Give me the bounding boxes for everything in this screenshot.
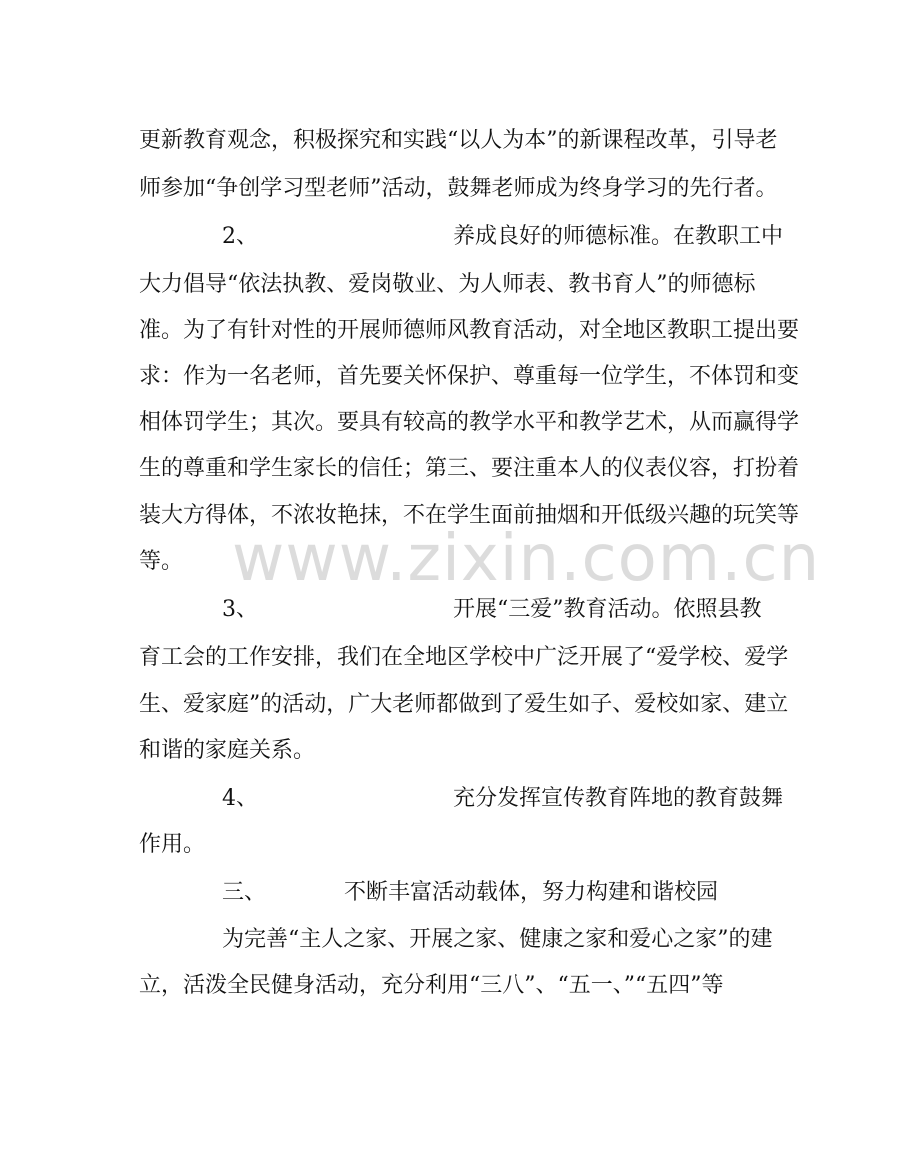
paragraph-line: 准。为了有针对性的开展师德师风教育活动，对全地区教职工提出要 <box>139 318 800 343</box>
item-number: 4、 <box>222 786 258 811</box>
section-title: 不断丰富活动载体，努力构建和谐校园 <box>344 880 719 905</box>
paragraph-line: 作用。 <box>139 832 206 857</box>
paragraph-line: 和谐的家庭关系。 <box>139 738 316 763</box>
item-heading: 养成良好的师德标准。在教职工中 <box>453 224 784 249</box>
paragraph-line: 更新教育观念，积极探究和实践“以人为本”的新课程改革，引导老 <box>139 128 778 153</box>
item-heading: 开展“三爱”教育活动。依照县教 <box>453 597 762 622</box>
paragraph-line: 立，活泼全民健身活动，充分利用“三八”、“五一、”“五四”等 <box>139 973 724 998</box>
paragraph-line: 装大方得体，不浓妆艳抹，不在学生面前抽烟和开低级兴趣的玩笑等 <box>139 503 800 528</box>
watermark: www.zixin.com.cn <box>232 522 821 596</box>
paragraph-line: 生的尊重和学生家长的信任；第三、要注重本人的仪表仪容，打扮着 <box>139 456 800 481</box>
item-number: 3、 <box>222 597 258 622</box>
item-number: 2、 <box>222 224 258 249</box>
item-heading: 充分发挥宣传教育阵地的教育鼓舞 <box>453 786 784 811</box>
paragraph-line: 师参加“争创学习型老师”活动，鼓舞老师成为终身学习的先行者。 <box>139 176 778 201</box>
paragraph-line: 大力倡导“依法执教、爱岗敬业、为人师表、教书育人”的师德标 <box>139 272 756 297</box>
paragraph-line: 育工会的工作安排，我们在全地区学校中广泛开展了“爱学校、爱学 <box>139 645 789 670</box>
paragraph-line: 为完善“主人之家、开展之家、健康之家和爱心之家”的建 <box>222 927 773 952</box>
section-number: 三、 <box>222 880 267 905</box>
paragraph-line: 求：作为一名老师，首先要关怀保护、尊重每一位学生，不体罚和变 <box>139 364 800 389</box>
paragraph-line: 生、爱家庭”的活动，广大老师都做到了爱生如子、爱校如家、建立 <box>139 692 789 717</box>
paragraph-line: 相体罚学生；其次。要具有较高的教学水平和教学艺术，从而赢得学 <box>139 410 800 435</box>
paragraph-line: 等。 <box>139 549 184 574</box>
